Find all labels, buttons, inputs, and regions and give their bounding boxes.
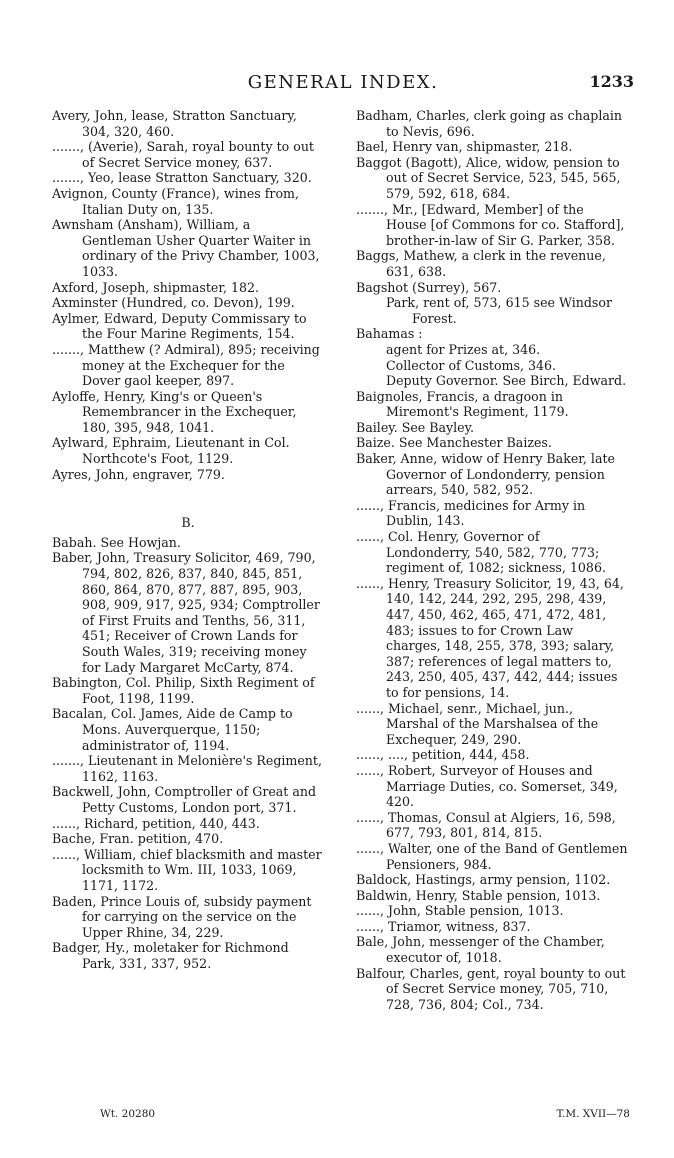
index-entry: Ayloffe, Henry, King's or Queen's Remembrancer in the Exchequer, 180, 395, 948, 1041. (52, 388, 297, 435)
index-entry: Baden, Prince Louis of, subsidy payment for carrying on the service on the Upper Rhine, 34, 229. (52, 893, 312, 940)
index-entry: ......, Walter, one of the Band of Gentlemen Pensioners, 984. (356, 840, 628, 872)
index-entry: Bagshot (Surrey), 567. (356, 279, 502, 295)
index-entry: Baker, Anne, widow of Henry Baker, late Governor of Londonderry, pension arrears, 540, 582, 952. (356, 451, 615, 498)
footer-print-code: Wt. 20280 (100, 1108, 156, 1120)
page-header (52, 72, 634, 96)
index-entry: Badger, Hy., moletaker for Richmond Park, 331, 337, 952. (52, 940, 289, 971)
section-spacer (52, 482, 324, 510)
index-subentry: agent for Prizes at, 346. (386, 341, 541, 357)
index-entry: Baize. See Manchester Baizes. (356, 435, 552, 451)
index-subentry: Deputy Governor. See Birch, Edward. (386, 373, 627, 389)
index-entry: ......, Francis, medicines for Army in Dublin, 143. (356, 497, 586, 529)
index-entry: ......., Mr., [Edward, Member] of the House [of Commons for co. Stafford], brother-in-law of Sir G. Parker, 358. (356, 201, 625, 248)
index-entry: Baldwin, Henry, Stable pension, 1013. (356, 887, 601, 903)
index-entry: Baignoles, Francis, a dragoon in Miremont's Regiment, 1179. (356, 388, 569, 420)
index-entry: Badham, Charles, clerk going as chaplain to Nevis, 696. (356, 108, 623, 139)
section-letter-heading: B. (181, 515, 195, 531)
footer-volume-code: T.M. XVII—78 (556, 1108, 630, 1120)
index-entry: Awnsham (Ansham), William, a Gentleman Usher Quarter Waiter in ordinary of the Privy Chamber, 1003, 1033. (52, 217, 320, 279)
index-entry: ......., (Averie), Sarah, royal bounty to out of Secret Service money, 637. (52, 139, 314, 170)
index-entry: ......, Col. Henry, Governor of Londonderry, 540, 582, 770, 773; regiment of, 1082; sickness, 1086. (356, 529, 606, 576)
page-title: GENERAL INDEX. (247, 72, 439, 93)
index-entry: Backwell, John, Comptroller of Great and Petty Customs, London port, 371. (52, 784, 317, 815)
index-entry: ......, Michael, senr., Michael, jun., Marshal of the Marshalsea of the Exchequer, 249, 290. (356, 700, 599, 747)
index-entry: Bale, John, messenger of the Chamber, executor of, 1018. (356, 934, 605, 966)
index-entry: Babah. See Howjan. (52, 534, 181, 550)
index-column-left (52, 108, 324, 971)
index-entry: ......, John, Stable pension, 1013. (356, 903, 564, 919)
index-entry: Baggs, Mathew, a clerk in the revenue, 631, 638. (356, 248, 606, 279)
index-entry: ......, William, chief blacksmith and master locksmith to Wm. III, 1033, 1069, 1171, 1172. (52, 846, 322, 893)
index-entry: Balfour, Charles, gent, royal bounty to out of Secret Service money, 705, 710, 728, 736, 804; Col., 734. (356, 965, 626, 1012)
index-entry: ......., Matthew (? Admiral), 895; receiving money at the Exchequer for the Dover gaol keeper, 897. (52, 341, 320, 389)
index-entry: Aylward, Ephraim, Lieutenant in Col. Northcote's Foot, 1129. (52, 435, 290, 467)
index-entry: ......, Robert, Surveyor of Houses and Marriage Duties, co. Somerset, 349, 420. (356, 762, 618, 810)
index-entry: Bacalan, Col. James, Aide de Camp to Mons. Auverquerque, 1150; administrator of, 1194. (52, 706, 293, 753)
page-number: 1233 (589, 72, 634, 91)
index-entry: Babington, Col. Philip, Sixth Regiment of Foot, 1198, 1199. (52, 675, 315, 706)
index-column-right (356, 108, 628, 1012)
index-entry: ......, ...., petition, 444, 458. (356, 747, 530, 763)
index-entry: Baggot (Bagott), Alice, widow, pension to out of Secret Service, 523, 545, 565, 579, 592, 618, 684. (356, 154, 621, 201)
index-entry: Avery, John, lease, Stratton Sanctuary, 304, 320, 460. (52, 108, 297, 139)
index-entry: Bache, Fran. petition, 470. (52, 831, 224, 847)
index-entry: ......., Lieutenant in Melonière's Regiment, 1162, 1163. (52, 753, 322, 784)
index-entry: Bailey. See Bayley. (356, 419, 475, 435)
index-entry: ......, Triamor, witness, 837. (356, 918, 531, 934)
index-entry: Axford, Joseph, shipmaster, 182. (52, 279, 260, 295)
index-entry: Baber, John, Treasury Solicitor, 469, 790, 794, 802, 826, 837, 840, 845, 851, 860, 864, 870, 877, 887, 895, 903, 908, 909, 917, 925, 934; Comptroller of First Fruits and Tenths, 56, 311, 451; Receiver of Crown Lands for South Wales, 319; receiving money for Lady Margaret McCarty, 874. (52, 550, 320, 675)
index-entry: Axminster (Hundred, co. Devon), 199. (52, 295, 295, 311)
index-subentry: Park, rent of, 573, 615 see Windsor Forest. (386, 295, 612, 326)
index-entry: Aylmer, Edward, Deputy Commissary to the Four Marine Regiments, 154. (52, 310, 307, 342)
index-entry: ......, Thomas, Consul at Algiers, 16, 598, 677, 793, 801, 814, 815. (356, 809, 616, 841)
index-entry: Baldock, Hastings, army pension, 1102. (356, 872, 611, 888)
index-entry: Avignon, County (France), wines from, Italian Duty on, 135. (52, 185, 299, 217)
index-entry: ......, Richard, petition, 440, 443. (52, 815, 260, 831)
index-entry: ......., Yeo, lease Stratton Sanctuary, 320. (52, 170, 312, 186)
index-entry: Bael, Henry van, shipmaster, 218. (356, 139, 573, 155)
index-entry: Bahamas : (356, 326, 423, 342)
index-subentry: Collector of Customs, 346. (386, 357, 556, 373)
index-entry: Ayres, John, engraver, 779. (52, 466, 225, 482)
index-entry: ......, Henry, Treasury Solicitor, 19, 43, 64, 140, 142, 244, 292, 295, 298, 439, 447, 450, 462, 465, 471, 472, 481, 483; issues to for Crown Law charges, 148, 255, 378, 393; salary, 387; references of legal matters to, 243, 250, 405, 437, 442, 444; issues to for pensions, 14. (356, 575, 624, 700)
